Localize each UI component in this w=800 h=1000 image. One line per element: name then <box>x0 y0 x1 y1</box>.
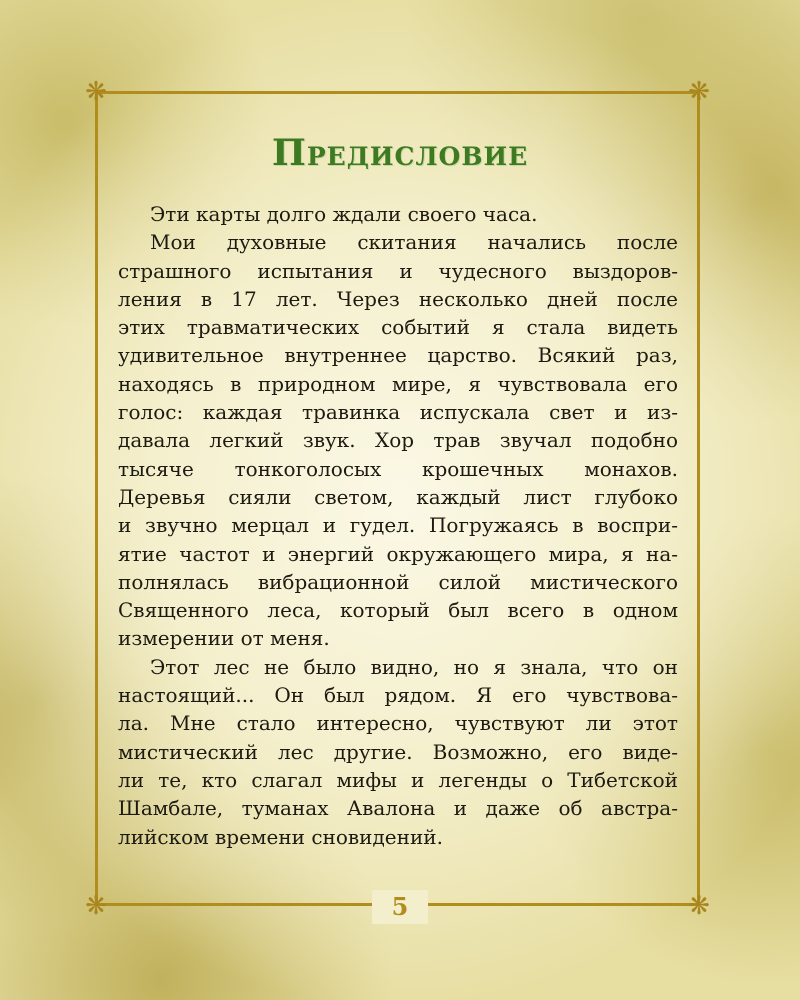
text-line: Шамбале, туманах Авалона и даже об австра- <box>118 796 678 821</box>
text-line: ления в 17 лет. Через несколько дней после <box>118 286 678 311</box>
text-line: страшного испытания и чудесного выздоров- <box>118 258 678 283</box>
corner-ornament-icon: ❋ <box>85 77 107 107</box>
text-line: давала легкий звук. Хор трав звучал подобно <box>118 428 678 453</box>
text-line: мистический лес другие. Возможно, его виде- <box>118 739 678 764</box>
page-title: Предисловие <box>271 132 529 175</box>
corner-ornament-icon: ❋ <box>688 77 710 107</box>
corner-ornament-icon: ❋ <box>85 891 107 921</box>
text-line: Эти карты долго ждали своего часа. <box>150 202 538 226</box>
body-text <box>118 200 678 851</box>
text-line: ятие частот и энергий окружающего мира, я на- <box>118 541 678 566</box>
text-line: измерении от меня. <box>118 626 330 651</box>
text-line: Деревья сияли светом, каждый лист глубоко <box>118 484 678 509</box>
page-number: 5 <box>391 892 409 921</box>
text-line: полнялась вибрационной силой мистического <box>118 569 678 594</box>
text-line: настоящий... Он был рядом. Я его чувствова- <box>118 683 678 708</box>
text-line: голос: каждая травинка испускала свет и из- <box>118 400 678 425</box>
text-line: Этот лес не было видно, но я знала, что он <box>150 654 678 679</box>
text-line: ли те, кто слагал мифы и легенды о Тибетской <box>118 767 678 792</box>
corner-ornament-icon: ❋ <box>688 891 710 921</box>
text-line: этих травматических событий я стала видеть <box>118 315 678 340</box>
text-line: Мои духовные скитания начались после <box>150 230 678 255</box>
text-line: лийском времени сновидений. <box>118 824 443 849</box>
text-line: и звучно мерцал и гудел. Погружаясь в воспри- <box>118 513 678 538</box>
text-line: тысяче тонкоголосых крошечных монахов. <box>118 456 678 481</box>
text-line: Священного леса, который был всего в одном <box>118 598 678 623</box>
text-line: ла. Мне стало интересно, чувствуют ли этот <box>118 711 678 736</box>
text-line: находясь в природном мире, я чувствовала его <box>118 371 678 396</box>
text-line: удивительное внутреннее царство. Всякий раз, <box>118 343 678 368</box>
